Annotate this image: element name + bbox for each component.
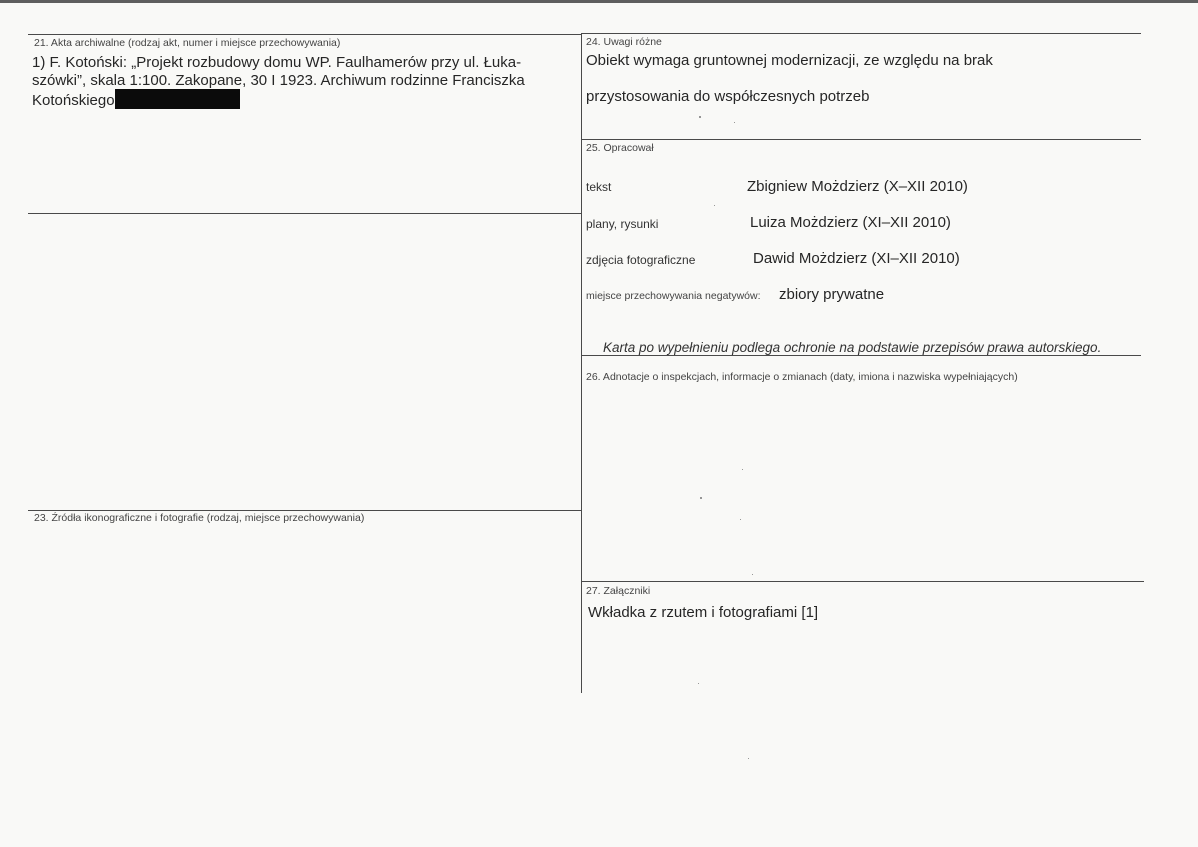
section-21-line-3	[32, 89, 240, 110]
scan-speck	[748, 758, 749, 759]
section-25-label: 25. Opracował	[586, 142, 654, 154]
author-row-text-label: tekst	[586, 180, 612, 194]
copyright-note: Karta po wypełnieniu podlega ochronie na podstawie przepisów prawa autorskiego.	[603, 340, 1102, 355]
author-row-plans-label: plany, rysunki	[586, 217, 659, 231]
top-border-left	[28, 34, 581, 35]
scan-edge	[0, 0, 1198, 3]
scan-speck	[699, 116, 701, 118]
section-21-line-2: szówki”, skala 1:100. Zakopane, 30 I 1923. Archiwum rodzinne Franciszka	[32, 72, 525, 89]
section-24-label: 24. Uwagi różne	[586, 36, 662, 48]
scan-speck	[698, 683, 699, 684]
section-21-line-1: 1) F. Kotoński: „Projekt rozbudowy domu WP. Faulhamerów przy ul. Łuka-	[32, 54, 522, 71]
section-27-value: Wkładka z rzutem i fotografiami [1]	[588, 604, 819, 621]
negatives-location-label: miejsce przechowywania negatywów:	[586, 290, 761, 302]
section-24-line-2: przystosowania do współczesnych potrzeb	[586, 88, 870, 105]
scan-speck	[742, 469, 743, 470]
section-21-label: 21. Akta archiwalne (rodzaj akt, numer i miejsce przechowywania)	[34, 37, 341, 49]
author-row-text-value: Zbigniew Możdzierz (X–XII 2010)	[747, 178, 968, 195]
scan-speck	[700, 497, 702, 499]
divider-26-27	[581, 581, 1144, 582]
top-border-right	[581, 33, 1141, 34]
section-21-line-3-text: Kotońskiego	[32, 92, 115, 109]
scan-speck	[714, 205, 715, 206]
redaction-block	[115, 89, 240, 109]
divider-25-26	[581, 355, 1141, 356]
divider-22-23	[28, 510, 581, 511]
divider-24-25	[581, 139, 1141, 140]
scan-speck	[752, 574, 753, 575]
section-24-line-1: Obiekt wymaga gruntownej modernizacji, ze względu na brak	[586, 52, 993, 69]
section-23-label: 23. Źródła ikonograficzne i fotografie (rodzaj, miejsce przechowywania)	[34, 512, 365, 524]
author-row-plans-value: Luiza Możdzierz (XI–XII 2010)	[750, 214, 951, 231]
section-26-label: 26. Adnotacje o inspekcjach, informacje o zmianach (daty, imiona i nazwiska wypełniających)	[586, 371, 1018, 383]
author-row-photos-value: Dawid Możdzierz (XI–XII 2010)	[753, 250, 960, 267]
center-divider	[581, 33, 582, 693]
divider-21-22	[28, 213, 581, 214]
section-27-label: 27. Załączniki	[586, 585, 651, 597]
negatives-location-value: zbiory prywatne	[779, 286, 885, 303]
scan-speck	[740, 519, 741, 520]
scan-speck	[734, 122, 735, 123]
author-row-photos-label: zdjęcia fotograficzne	[586, 253, 696, 267]
